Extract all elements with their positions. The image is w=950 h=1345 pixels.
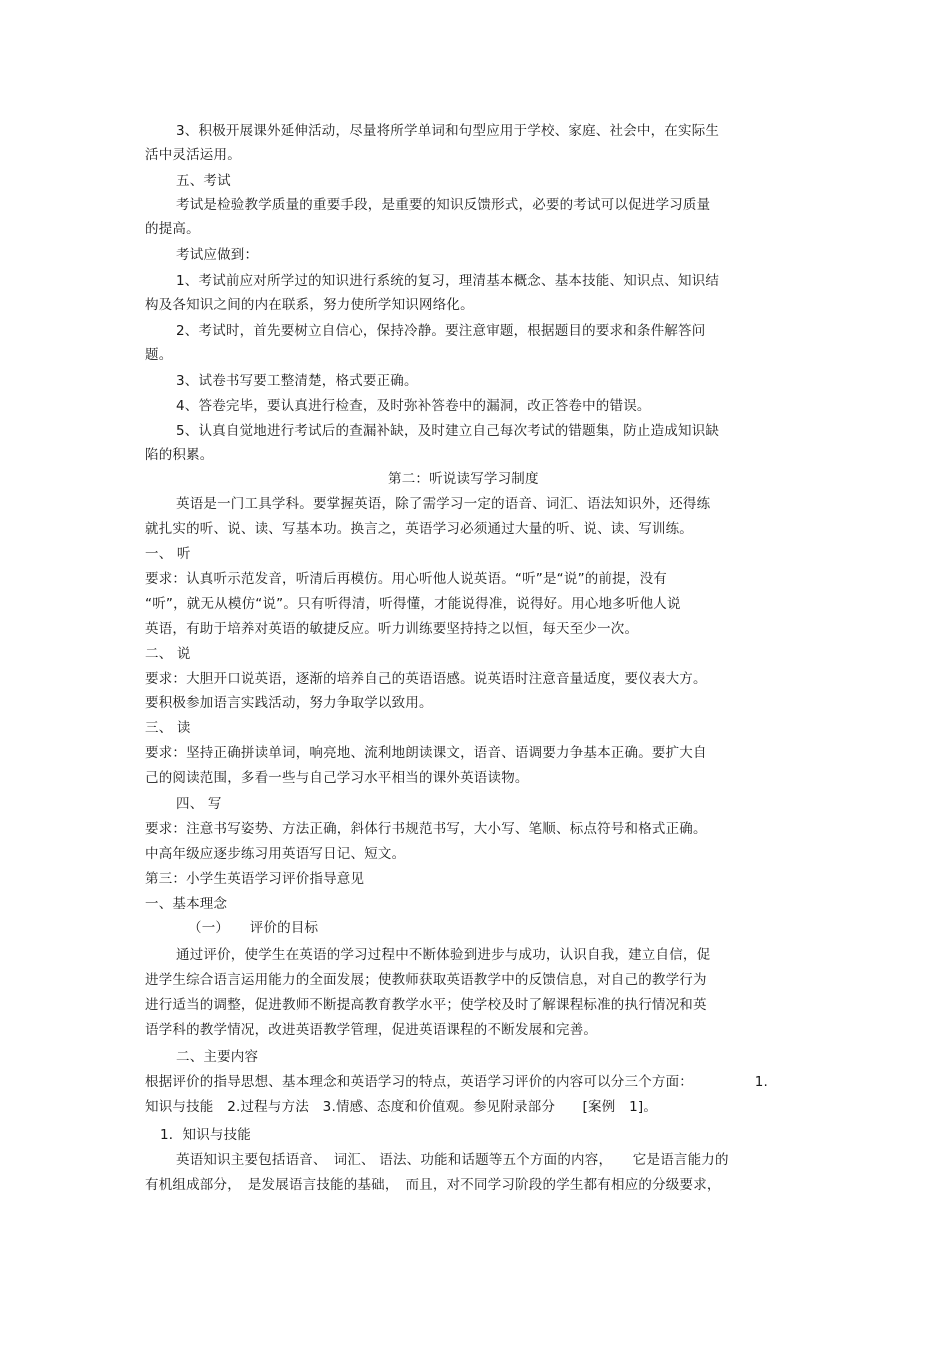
text-line: 进学生综合语言运用能力的全面发展；使教师获取英语教学中的反馈信息，对自己的教学行为	[145, 972, 707, 988]
text-line: 一、 听	[145, 546, 191, 562]
text-line: 构及各知识之间的内在联系，努力使所学知识网络化。	[145, 297, 474, 313]
text-line: 考试应做到：	[176, 247, 259, 263]
text-line: 要积极参加语言实践活动，努力争取学以致用。	[145, 695, 433, 711]
text-line: 中高年级应逐步练习用英语写日记、短文。	[145, 846, 406, 862]
text-line: 一、基本理念	[145, 896, 228, 912]
text-line: 陷的积累。	[145, 447, 214, 463]
text-line: 第二：听说读写学习制度	[388, 471, 539, 487]
text-line: 1、考试前应对所学过的知识进行系统的复习，理清基本概念、基本技能、知识点、知识结	[176, 273, 720, 289]
text-line: 己的阅读范围，多看一些与自己学习水平相当的课外英语读物。	[145, 770, 529, 786]
text-line: 有机组成部分， 是发展语言技能的基础， 而且，对不同学习阶段的学生都有相应的分级要求，	[145, 1177, 721, 1193]
text-line: 进行适当的调整，促进教师不断提高教育教学水平；使学校及时了解课程标准的执行情况和英	[145, 997, 707, 1013]
text-line: 二、 说	[145, 646, 191, 662]
text-line: 考试是检验教学质量的重要手段，是重要的知识反馈形式，必要的考试可以促进学习质量	[176, 197, 711, 213]
text-line: 题。	[145, 347, 173, 363]
text-line: 知识与技能 2.过程与方法 3.情感、态度和价值观。参见附录部分 [案例 1]。	[145, 1099, 658, 1115]
text-line: 3、积极开展课外延伸活动，尽量将所学单词和句型应用于学校、家庭、社会中，在实际生	[176, 123, 720, 139]
text-line: 2、考试时，首先要树立自信心，保持冷静。要注意审题，根据题目的要求和条件解答问	[176, 323, 706, 339]
text-line: 要求：大胆开口说英语，逐渐的培养自己的英语语感。说英语时注意音量适度，要仪表大方。	[145, 671, 707, 687]
text-line: （一） 评价的目标	[188, 920, 319, 936]
text-line: 根据评价的指导思想、基本理念和英语学习的特点，英语学习评价的内容可以分三个方面： 1.	[145, 1074, 769, 1090]
text-line: 活中灵活运用。	[145, 147, 241, 163]
text-line: “听”，就无从模仿“说”。只有听得清，听得懂，才能说得准，说得好。用心地多听他人说	[145, 596, 681, 612]
text-line: 三、 读	[145, 720, 191, 736]
text-line: 五、考试	[176, 173, 231, 189]
text-line: 语学科的教学情况，改进英语教学管理，促进英语课程的不断发展和完善。	[145, 1022, 598, 1038]
text-line: 英语，有助于培养对英语的敏捷反应。听力训练要坚持持之以恒，每天至少一次。	[145, 621, 639, 637]
text-line: 1．知识与技能	[160, 1127, 251, 1143]
text-line: 3、试卷书写要工整清楚，格式要正确。	[176, 373, 418, 389]
text-line: 要求：注意书写姿势、方法正确，斜体行书规范书写，大小写、笔顺、标点符号和格式正确。	[145, 821, 707, 837]
text-line: 就扎实的听、说、读、写基本功。换言之，英语学习必须通过大量的听、说、读、写训练。	[145, 521, 693, 537]
text-line: 二、主要内容	[176, 1049, 259, 1065]
text-line: 4、答卷完毕，要认真进行检查，及时弥补答卷中的漏洞，改正答卷中的错误。	[176, 398, 651, 414]
text-line: 要求：认真听示范发音，听清后再模仿。用心听他人说英语。“听”是“说”的前提，没有	[145, 571, 667, 587]
text-line: 第三：小学生英语学习评价指导意见	[145, 871, 365, 887]
text-line: 四、 写	[176, 796, 222, 812]
text-line: 的提高。	[145, 221, 200, 237]
text-line: 5、认真自觉地进行考试后的查漏补缺，及时建立自己每次考试的错题集，防止造成知识缺	[176, 423, 720, 439]
text-line: 英语知识主要包括语音、 词汇、 语法、功能和话题等五个方面的内容， 它是语言能力的	[176, 1152, 729, 1168]
text-line: 英语是一门工具学科。要掌握英语，除了需学习一定的语音、词汇、语法知识外，还得练	[176, 496, 711, 512]
text-line: 通过评价，使学生在英语的学习过程中不断体验到进步与成功，认识自我，建立自信，促	[176, 947, 711, 963]
text-line: 要求：坚持正确拼读单词，响亮地、流利地朗读课文，语音、语调要力争基本正确。要扩大自	[145, 745, 707, 761]
